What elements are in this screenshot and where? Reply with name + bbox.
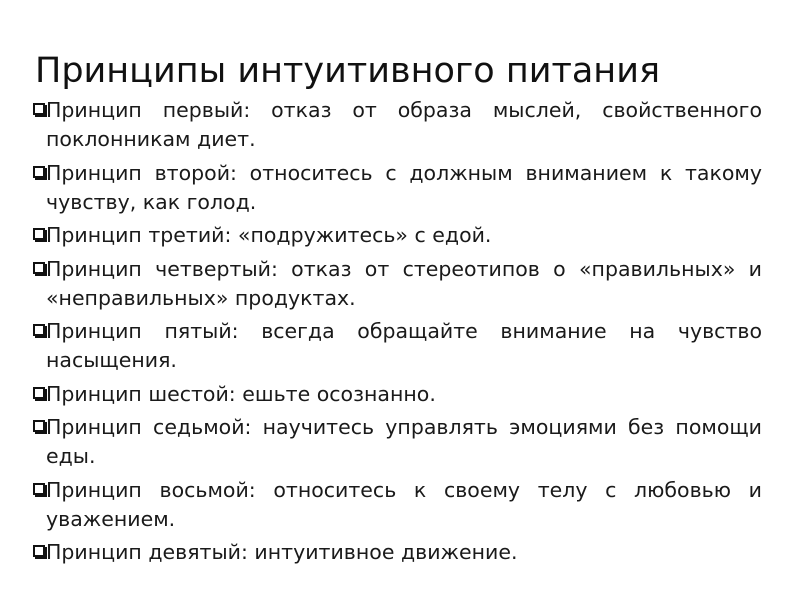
principle-item [32, 476, 762, 534]
principle-text: Принцип первый: отказ от образа мыслей, свойственного поклонникам диет. [46, 98, 762, 151]
square-bullet-icon [32, 476, 46, 505]
principle-text: Принцип девятый: интуитивное движение. [46, 540, 518, 564]
principle-text: Принцип второй: относитесь с должным вниманием к такому чувству, как голод. [46, 160, 762, 214]
principle-text: Принцип четвертый: отказ от стереотипов о «правильных» и «неправильных» продуктах. [46, 256, 762, 310]
principle-text: Принцип седьмой: научитесь управлять эмоциями без помощи еды. [46, 415, 762, 468]
square-bullet-icon [32, 538, 46, 567]
principle-item [32, 413, 762, 471]
principle-text: Принцип пятый: всегда обращайте внимание на чувство насыщения. [46, 319, 762, 372]
principle-item [32, 380, 762, 409]
principle-item [32, 538, 762, 567]
square-bullet-icon [32, 317, 46, 346]
principle-item [32, 159, 762, 217]
square-bullet-icon [32, 96, 46, 125]
principles-list [32, 96, 762, 572]
square-bullet-icon [32, 413, 46, 442]
principle-item [32, 317, 762, 375]
square-bullet-icon [32, 255, 46, 284]
square-bullet-icon [32, 380, 46, 409]
square-bullet-icon [32, 221, 46, 250]
principle-item [32, 255, 762, 313]
slide-title: Принципы интуитивного питания [35, 51, 660, 92]
principle-item [32, 221, 762, 250]
principle-text: Принцип третий: «подружитесь» с едой. [46, 223, 492, 247]
principle-item [32, 96, 762, 154]
square-bullet-icon [32, 159, 46, 188]
principle-text: Принцип восьмой: относитесь к своему телу с любовью и уважением. [46, 477, 762, 531]
principle-text: Принцип шестой: ешьте осознанно. [46, 381, 436, 406]
